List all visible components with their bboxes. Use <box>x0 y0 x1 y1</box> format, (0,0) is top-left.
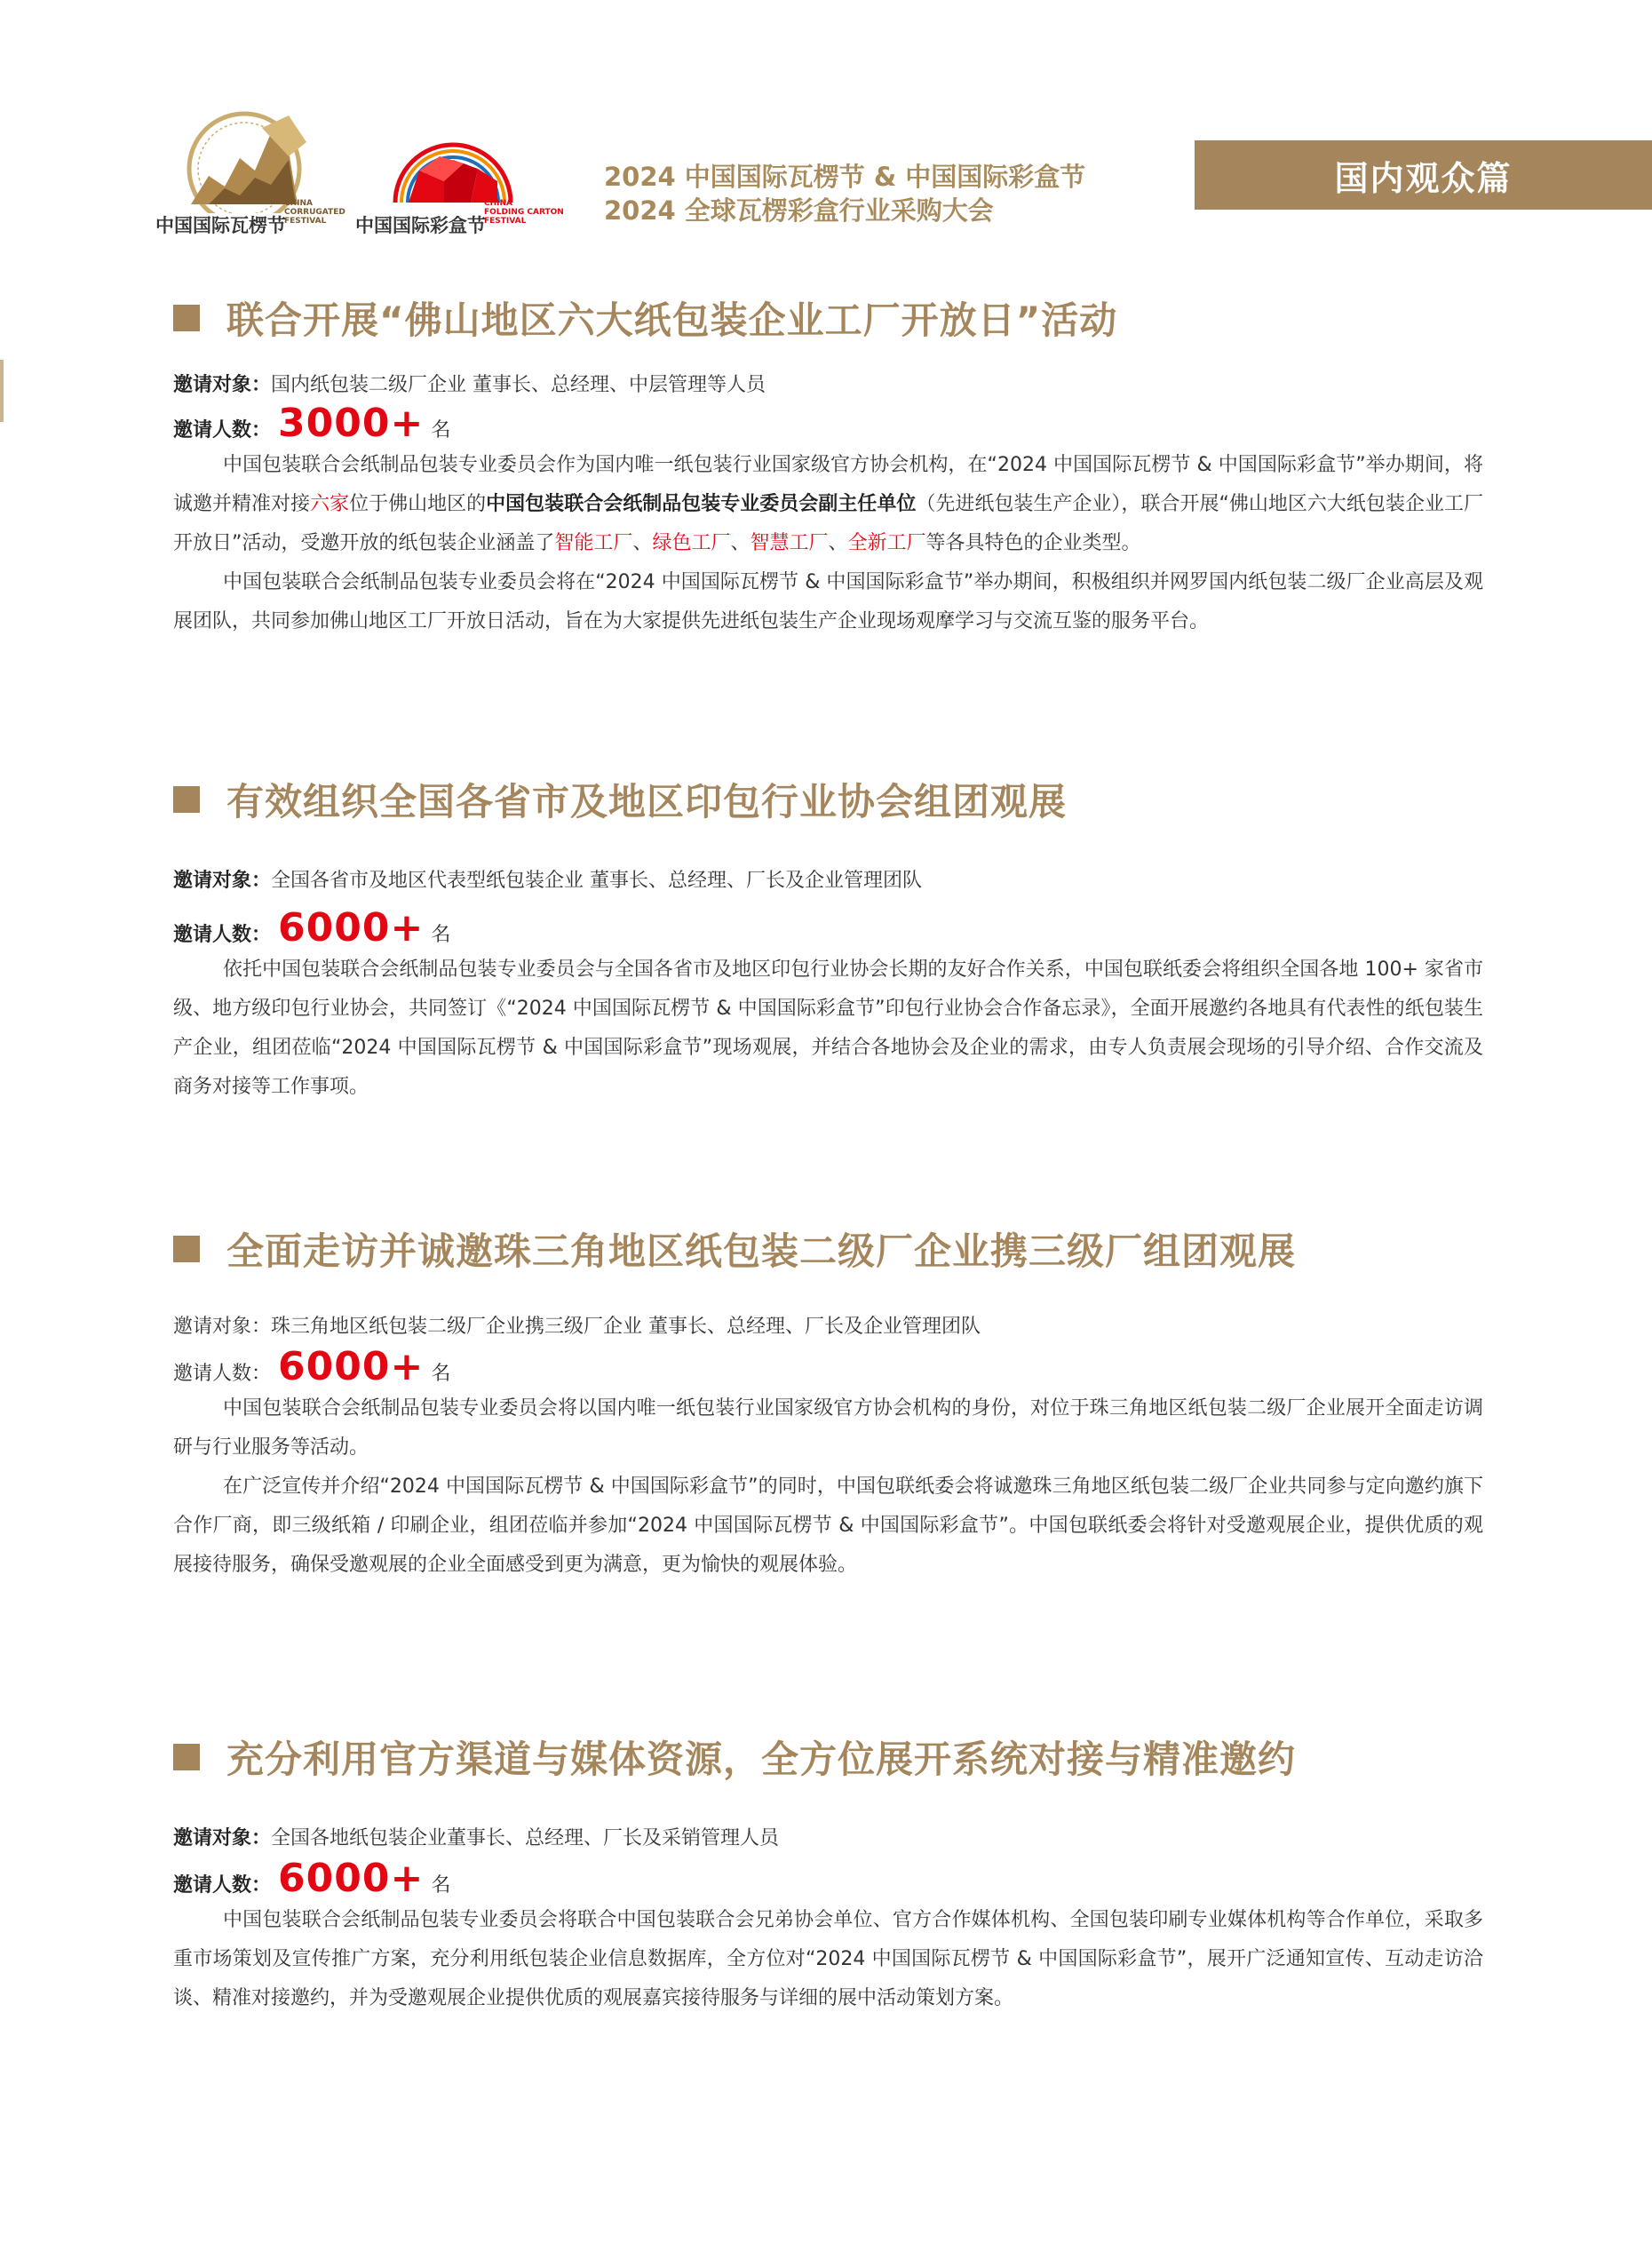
invite-target-label: 邀请对象： <box>173 870 272 892</box>
section-heading <box>173 1222 1483 1276</box>
invite-count-value: 6000+ <box>278 1856 425 1901</box>
invite-count-row <box>173 1856 1483 1901</box>
invite-target-row <box>173 1823 1483 1850</box>
invite-count-value: 6000+ <box>278 1344 425 1389</box>
invite-target-row <box>173 370 1483 397</box>
folding-carton-festival-logo <box>355 107 564 240</box>
invite-target-row <box>173 865 1483 893</box>
para-text: 位于佛山地区的 <box>349 493 487 515</box>
para-bold: 中国包装联合会纸制品包装专业委员会副主任单位 <box>486 493 917 515</box>
logo1-caption: 中国国际瓦楞节 <box>155 215 286 236</box>
invite-target-value: 国内纸包装二级厂企业 董事长、总经理、中层管理等人员 <box>271 374 766 396</box>
logo2-sub-line: CHINA <box>484 199 512 208</box>
para-text: 等各具特色的企业类型。 <box>925 532 1141 554</box>
invite-count-unit: 名 <box>431 924 451 946</box>
para-text: 、 <box>730 532 751 554</box>
invite-count-value: 6000+ <box>278 905 425 950</box>
para-text: （先进纸包装生产企业），联合开展“佛山地区六大纸包装企业工厂开放日”活动，受邀开放的纸包装企业涵盖了 <box>173 493 1483 554</box>
logo2-sub-line: FOLDING CARTON <box>484 208 564 217</box>
section-paragraph: 在广泛宣传并介绍“2024 中国国际瓦楞节 & 中国国际彩盒节”的同时，中国包联纸委会将诚邀珠三角地区纸包装二级厂企业共同参与定向邀约旗下合作厂商，即三级纸箱 / 印刷企业，组团莅临并参加“2024 中国国际瓦楞节 & 中国国际彩盒节”。中国包联纸委会将针对受邀观展企业，提供优质的观展接待服务，确保受邀观展的企业全面感受到更为满意，更为愉快的观展体验。 <box>173 1475 1483 1576</box>
para-highlight: 六家 <box>310 493 350 515</box>
festival-title-line1: 2024 中国国际瓦楞节 & 中国国际彩盒节 <box>604 162 1086 192</box>
section-paragraph: 中国包装联合会纸制品包装专业委员会将在“2024 中国国际瓦楞节 & 中国国际彩盒节”举办期间，积极组织并网罗国内纸包装二级厂企业高层及观展团队，共同参加佛山地区工厂开放日活动，旨在为大家提供先进纸包装生产企业现场观摩学习与交流互鉴的服务平台。 <box>173 571 1483 632</box>
section-paragraph <box>173 446 1483 563</box>
invite-target-row <box>173 1311 1483 1339</box>
section-banner: 国内观众篇 <box>1195 140 1652 210</box>
invite-count-label: 邀请人数： <box>173 1874 272 1897</box>
para-highlight: 智能工厂 <box>554 532 633 554</box>
invite-target-label: 邀请对象： <box>173 374 272 396</box>
invite-count-value: 3000+ <box>278 401 425 446</box>
section-factory-open-day <box>173 291 1483 641</box>
section-title: 全面走访并诚邀珠三角地区纸包装二级厂企业携三级厂组团观展 <box>226 1229 1297 1273</box>
corrugated-festival-logo <box>155 107 345 240</box>
page-header <box>0 0 1652 266</box>
section-media-channels <box>173 1730 1483 2018</box>
logo1-sub-line: FESTIVAL <box>284 217 327 226</box>
logo1-sub-line: CHINA <box>284 199 313 208</box>
invite-count-row <box>173 905 1483 950</box>
logo2-caption: 中国国际彩盒节 <box>355 215 486 236</box>
square-bullet-icon <box>173 786 200 813</box>
invite-target-value: 全国各省市及地区代表型纸包装企业 董事长、总经理、厂长及企业管理团队 <box>271 870 923 892</box>
logo1-sub-line: CORRUGATED <box>284 208 345 217</box>
invite-count-label: 邀请人数： <box>173 1363 272 1385</box>
invite-target-value: 全国各地纸包装企业董事长、总经理、厂长及采销管理人员 <box>271 1827 780 1849</box>
invite-target-label: 邀请对象： <box>173 1316 272 1338</box>
left-edge-mark <box>0 360 4 422</box>
section-title: 有效组织全国各省市及地区印包行业协会组团观展 <box>226 780 1068 823</box>
section-paragraph: 中国包装联合会纸制品包装专业委员会将联合中国包装联合会兄弟协会单位、官方合作媒体机构、全国包装印刷专业媒体机构等合作单位，采取多重市场策划及宣传推广方案，充分利用纸包装企业信息数据库，全方位对“2024 中国国际瓦楞节 & 中国国际彩盒节”，展开广泛通知宣传、互动走访洽谈、精准对接邀约，并为受邀观展企业提供优质的观展嘉宾接待服务与详细的展中活动策划方案。 <box>173 1909 1483 2009</box>
square-bullet-icon <box>173 1744 200 1770</box>
carton-logo-icon <box>355 107 546 213</box>
invite-count-label: 邀请人数： <box>173 924 272 946</box>
invite-count-label: 邀请人数： <box>173 419 272 441</box>
para-text: 、 <box>828 532 848 554</box>
section-title: 联合开展“佛山地区六大纸包装企业工厂开放日”活动 <box>226 298 1118 342</box>
square-bullet-icon <box>173 1236 200 1262</box>
section-paragraph: 中国包装联合会纸制品包装专业委员会将以国内唯一纸包装行业国家级官方协会机构的身份，对位于珠三角地区纸包装二级厂企业展开全面走访调研与行业服务等活动。 <box>173 1397 1483 1459</box>
logo2-sub-line: FESTIVAL <box>484 217 527 226</box>
section-association-groups <box>173 773 1483 1107</box>
section-heading <box>173 1730 1483 1784</box>
para-highlight: 全新工厂 <box>847 532 926 554</box>
para-text: 、 <box>632 532 653 554</box>
section-pearl-river-delta <box>173 1222 1483 1585</box>
section-heading <box>173 773 1483 826</box>
invite-count-unit: 名 <box>431 419 451 441</box>
festival-title <box>604 160 1137 227</box>
square-bullet-icon <box>173 305 200 331</box>
logo1-subtext <box>284 199 345 226</box>
festival-title-line2: 2024 全球瓦楞彩盒行业采购大会 <box>604 195 994 226</box>
para-text: 中国包装联合会纸制品包装专业委员会作为国内唯一纸包装行业国家级官方协会机构，在“2024 中国国际瓦楞节 & 中国国际彩盒节”举办期间，将诚邀并精准对接 <box>173 454 1483 515</box>
logo2-subtext <box>484 199 564 226</box>
invite-target-label: 邀请对象： <box>173 1827 272 1849</box>
invite-count-unit: 名 <box>431 1363 451 1385</box>
invite-count-row <box>173 401 1483 446</box>
section-heading <box>173 291 1483 345</box>
section-title: 充分利用官方渠道与媒体资源，全方位展开系统对接与精准邀约 <box>226 1738 1297 1781</box>
invite-target-value: 珠三角地区纸包装二级厂企业携三级厂企业 董事长、总经理、厂长及企业管理团队 <box>271 1316 981 1338</box>
section-paragraph: 依托中国包装联合会纸制品包装专业委员会与全国各省市及地区印包行业协会长期的友好合作关系，中国包联纸委会将组织全国各地 100+ 家省市级、地方级印包行业协会，共同签订《“2024 中国国际瓦楞节 & 中国国际彩盒节”印包行业协会合作备忘录》，全面开展邀约各地具有代表性的纸包装生产企业，组团莅临“2024 中国国际瓦楞节 & 中国国际彩盒节”现场观展，并结合各地协会及企业的需求，由专人负责展会现场的引导介绍、合作交流及商务对接等工作事项。 <box>173 958 1483 1098</box>
invite-count-row <box>173 1344 1483 1389</box>
para-highlight: 智慧工厂 <box>750 532 829 554</box>
para-highlight: 绿色工厂 <box>652 532 731 554</box>
corrugated-logo-icon <box>155 107 342 213</box>
invite-count-unit: 名 <box>431 1874 451 1897</box>
